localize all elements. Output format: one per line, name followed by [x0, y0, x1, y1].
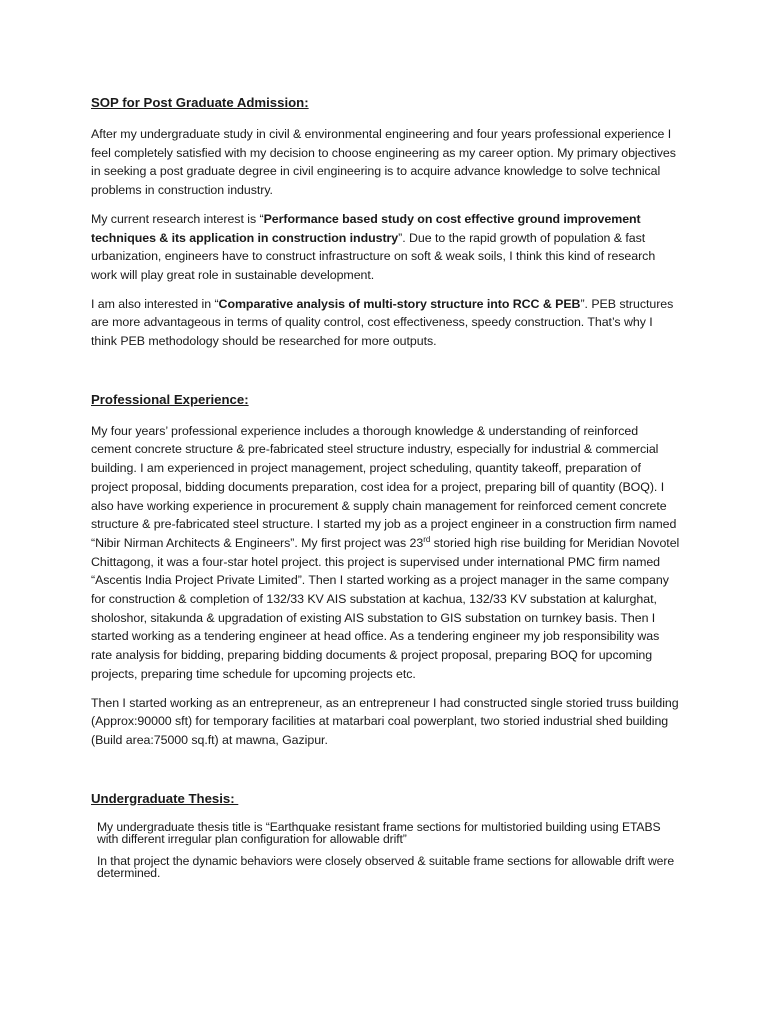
sop-paragraph-3 [91, 295, 681, 351]
sop-paragraph-2 [91, 210, 681, 285]
thesis-section [97, 821, 681, 880]
thesis-paragraph-1: My undergraduate thesis title is “Earthquake resistant frame sections for multistoried building using ETABS with different irregular plan configuration for allowable drift” [97, 819, 661, 847]
research-interest-title: Performance based study on cost effective ground improvement techniques & its application in construction industry [91, 211, 641, 245]
secondary-interest-title: Comparative analysis of multi-story structure into RCC & PEB [218, 296, 581, 311]
sop-p3-lead: I am also interested in “ [91, 296, 219, 311]
sop-p3-rest: ”. PEB structures are more advantageous in terms of quality control, cost effectiveness, speedy construction. That’s why I think PEB methodology should be researched for more outputs. [91, 296, 674, 349]
sop-p2-lead: My current research interest is “ [91, 211, 264, 226]
document-body [91, 94, 681, 880]
sop-paragraph-1: After my undergraduate study in civil & environmental engineering and four years professional experience I feel completely satisfied with my decision to choose engineering as my career option. My primary objectives in seeking a post graduate degree in civil engineering is to acquire advance knowledge to solve technical problems in construction industry. [91, 127, 676, 198]
sop-p2-rest: ”. Due to the rapid growth of population & fast urbanization, engineers have to construct infrastructure on soft & weak soils, I think this kind of research work will play great role in sustainable development. [91, 230, 656, 282]
ordinal-superscript: rd [423, 534, 431, 544]
experience-paragraph-2: Then I started working as an entrepreneur, as an entrepreneur I had constructed single storied truss building (Approx:90000 sft) for temporary facilities at matarbari coal powerplant, two storied industrial shed building (Build area:75000 sq.ft) at mawna, Gazipur. [91, 695, 679, 747]
sop-heading: SOP for Post Graduate Admission: [91, 95, 309, 110]
thesis-paragraph-2: In that project the dynamic behaviors were closely observed & suitable frame sections for allowable drift were determined. [97, 853, 674, 881]
experience-heading: Professional Experience: [91, 391, 249, 407]
experience-paragraph-1 [91, 422, 681, 684]
thesis-heading: Undergraduate Thesis: [91, 790, 239, 806]
experience-p1-end: storied high rise building for Meridian Novotel Chittagong, it was a four-star hotel project. this project is supervised under international PMC firm named “Ascentis India Project Private Limited”. Then I started working as a project manager in the same company for construction & completion of 132/33 KV AIS substation at kachua, 132/33 KV substation at kalurghat, sholoshor, sitakunda & upgradation of existing AIS substation to GIS substation on turnkey basis. Then I started working as a tendering engineer at head office. As a tendering engineer my job responsibility was rate analysis for bidding, preparing bidding documents & project proposal, preparing BOQ for upcoming projects, preparing time schedule for upcoming projects etc. [91, 535, 680, 681]
experience-p1-start: My four years’ professional experience includes a thorough knowledge & understanding of reinforced cement concrete structure & pre-fabricated steel structure industry, especially for industrial & commercial building. I am experienced in project management, project scheduling, quantity takeoff, preparation of project proposal, bidding documents preparation, cost idea for a project, preparing bill of quantity (BOQ). I also have working experience in procurement & supply chain management for reinforced cement concrete structure & pre-fabricated steel structure. I started my job as a project engineer in a construction firm named “Nibir Nirman Architects & Engineers”. My first project was 23 [91, 423, 677, 550]
